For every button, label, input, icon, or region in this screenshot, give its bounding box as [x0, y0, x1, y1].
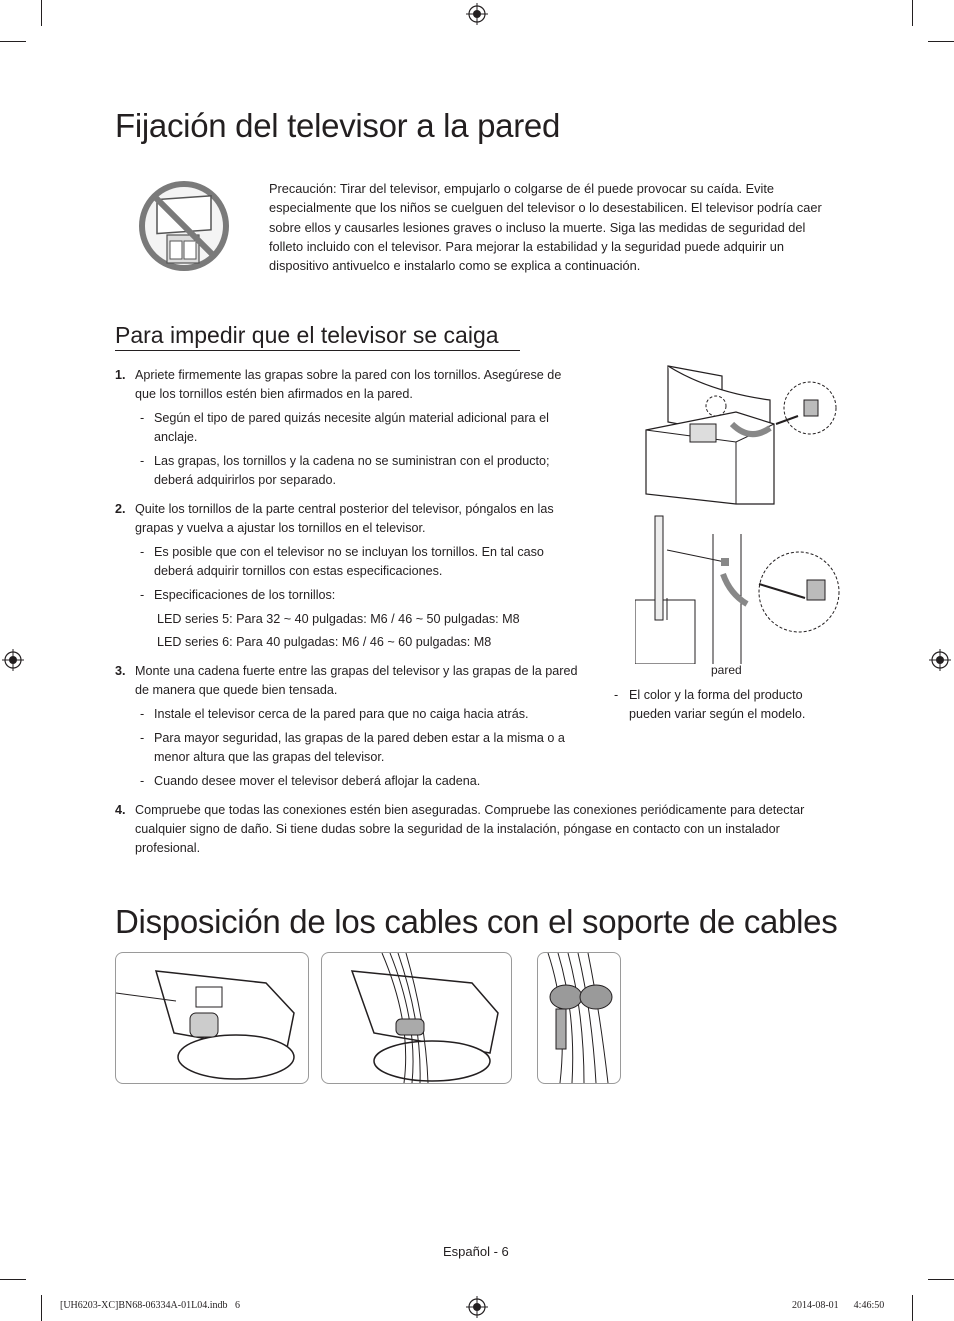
- step-note: Según el tipo de pared quizás necesite algún material adicional para el anclaje.: [154, 411, 549, 444]
- step-note: Especificaciones de los tornillos:: [154, 588, 336, 602]
- registration-mark-icon: [929, 649, 951, 671]
- step-note: Es posible que con el televisor no se incluyan los tornillos. En tal caso deberá adquirir tornillos con estas especificaciones.: [154, 545, 544, 578]
- cable-holder-image: [321, 952, 512, 1084]
- step-text: Apriete firmemente las grapas sobre la pared con los tornillos. Asegúrese de que los tornillos estén bien afirmados en la pared.: [135, 368, 562, 401]
- crop-mark: [912, 0, 913, 26]
- spec-value: : Para 40 pulgadas: M6 / 46 ~ 60 pulgadas: M8: [229, 635, 492, 649]
- page-title: Fijación del televisor a la pared: [115, 107, 561, 144]
- tv-bracket-illustration: [640, 362, 840, 510]
- step-text: Quite los tornillos de la parte central posterior del televisor, póngalos en las grapas y vuelva a ajustar los tornillos en el televisor.: [135, 502, 554, 535]
- page-number: Español - 6: [443, 1244, 509, 1259]
- step-text: Compruebe que todas las conexiones estén bien aseguradas. Compruebe las conexiones periódicamente para detectar cualquier signo de daño. Si tiene dudas sobre la seguridad de la instalación, póngase en contacto con un instalador profesional.: [135, 803, 805, 855]
- wall-label: pared: [711, 663, 742, 677]
- crop-mark: [0, 1279, 26, 1280]
- footer-file: [UH6203-XC]BN68-06334A-01L04.indb 6: [60, 1300, 240, 1311]
- crop-mark: [41, 0, 42, 26]
- spec-label: LED series 5: [157, 612, 230, 626]
- step-note: Las grapas, los tornillos y la cadena no se suministran con el producto; deberá adquirirlos por separado.: [154, 454, 550, 487]
- registration-mark-icon: [466, 3, 488, 25]
- crop-mark: [928, 41, 954, 42]
- crop-mark: [928, 1279, 954, 1280]
- crop-mark: [0, 41, 26, 42]
- no-climbing-tv-icon: [137, 179, 231, 273]
- step-note: Instale el televisor cerca de la pared para que no caiga hacia atrás.: [154, 707, 529, 721]
- step-number: 3.: [115, 664, 126, 678]
- note-dash: -: [140, 454, 145, 468]
- registration-mark-icon: [466, 1296, 488, 1318]
- note-dash: -: [140, 545, 145, 559]
- note-dash: -: [140, 731, 145, 745]
- spec-line: [157, 610, 577, 629]
- step-text: Monte una cadena fuerte entre las grapas del televisor y las grapas de la pared de manera que quede bien tensada.: [135, 664, 578, 697]
- spec-line: [157, 633, 577, 652]
- cable-holder-image: [537, 952, 621, 1084]
- note-dash: -: [614, 688, 619, 702]
- spec-value: : Para 32 ~ 40 pulgadas: M6 / 46 ~ 50 pulgadas: M8: [229, 612, 520, 626]
- step-number: 4.: [115, 803, 126, 817]
- note-dash: -: [140, 707, 145, 721]
- step-number: 2.: [115, 502, 126, 516]
- step-number: 1.: [115, 368, 126, 382]
- section-subtitle: Para impedir que el televisor se caiga: [115, 322, 499, 348]
- tv-wall-chain-illustration: [635, 514, 840, 664]
- cable-holder-image: [115, 952, 309, 1084]
- figure-note: El color y la forma del producto pueden variar según el modelo.: [629, 688, 806, 721]
- caution-text: Precaución: Tirar del televisor, empujarlo o colgarse de él puede provocar su caída. Evite especialmente que los niños se cuelguen del televisor o lo desestabilicen. El televisor podría caer sobre ellos y causarles lesiones graves o incluso la muerte. Siga las medidas de seguridad del folleto incluido con el televisor. Para mejorar la estabilidad y la seguridad puede adquirir un dispositivo antivuelco e instalarlo como se explica a continuación.: [269, 181, 822, 274]
- footer-date: 2014-08-01 4:46:50: [792, 1300, 885, 1311]
- step-note: Cuando desee mover el televisor deberá aflojar la cadena.: [154, 774, 481, 788]
- subtitle-underline: [115, 350, 520, 351]
- section-title: Disposición de los cables con el soporte de cables: [115, 903, 838, 940]
- note-dash: -: [140, 411, 145, 425]
- step-note: Para mayor seguridad, las grapas de la pared deben estar a la misma o a menor altura que las grapas del televisor.: [154, 731, 565, 764]
- spec-label: LED series 6: [157, 635, 230, 649]
- note-dash: -: [140, 774, 145, 788]
- registration-mark-icon: [2, 649, 24, 671]
- crop-mark: [41, 1295, 42, 1321]
- note-dash: -: [140, 588, 145, 602]
- crop-mark: [912, 1295, 913, 1321]
